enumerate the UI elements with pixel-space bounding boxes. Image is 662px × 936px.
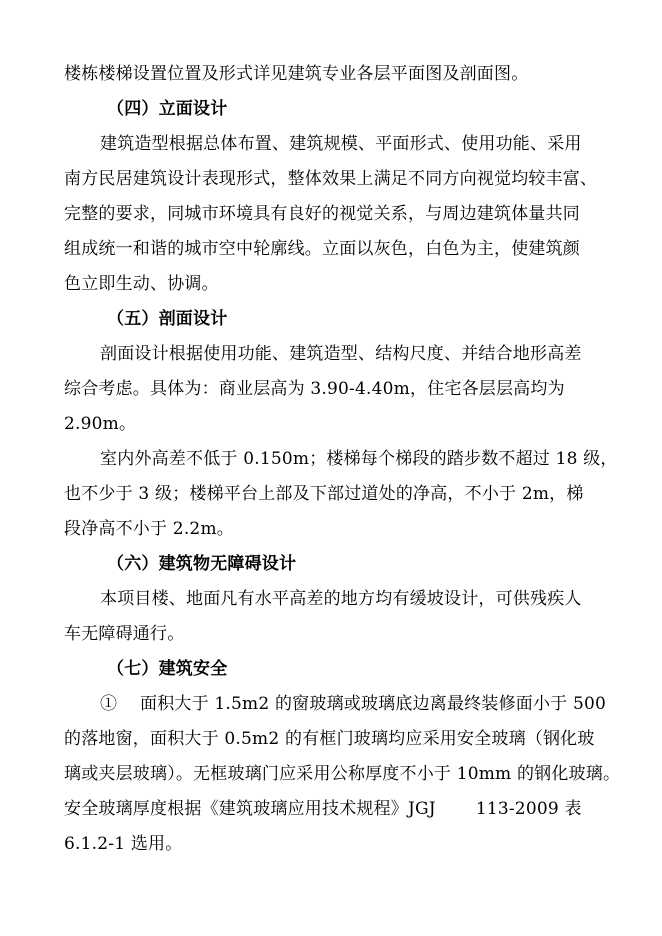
paragraph-line: 车无障碍通行。 [64, 624, 185, 644]
section-heading-accessibility: （六）建筑物无障碍设计 [107, 554, 297, 574]
paragraph-line: 建筑造型根据总体布置、建筑规模、平面形式、使用功能、采用 [100, 134, 582, 154]
paragraph-line: 剖面设计根据使用功能、建筑造型、结构尺度、并结合地形高差 [100, 344, 582, 364]
paragraph-line: 楼栋楼梯设置位置及形式详见建筑专业各层平面图及剖面图。 [64, 64, 529, 84]
paragraph-line: 室内外高差不低于 0.150m；楼梯每个梯段的踏步数不超过 18 级， [100, 449, 618, 469]
paragraph-line: 6.1.2-1 选用。 [64, 834, 183, 854]
section-heading-elevation: （四）立面设计 [107, 99, 228, 119]
paragraph-line: 的落地窗，面积大于 0.5m2 的有框门玻璃均应采用安全玻璃（钢化玻 [64, 729, 595, 749]
paragraph-line: ① 面积大于 1.5m2 的窗玻璃或玻璃底边离最终装修面小于 500 [100, 694, 607, 714]
paragraph-line: 色立即生动、协调。 [64, 274, 219, 294]
paragraph-line: 综合考虑。具体为：商业层高为 3.90-4.40m，住宅各层层高均为 [64, 379, 565, 399]
paragraph-line: 组成统一和谐的城市空中轮廓线。立面以灰色，白色为主，使建筑颜 [64, 239, 580, 259]
paragraph-line: 南方民居建筑设计表现形式，整体效果上满足不同方向视觉均较丰富、 [64, 169, 598, 189]
section-heading-safety: （七）建筑安全 [107, 659, 228, 679]
paragraph-line: 璃或夹层玻璃）。无框玻璃门应采用公称厚度不小于 10mm 的钢化玻璃。 [64, 764, 621, 784]
paragraph-line: 2.90m。 [64, 414, 137, 434]
section-heading-section-design: （五）剖面设计 [107, 309, 228, 329]
paragraph-line: 段净高不小于 2.2m。 [64, 519, 234, 539]
paragraph-line: 本项目楼、地面凡有水平高差的地方均有缓坡设计，可供残疾人 [100, 589, 582, 609]
paragraph-line: 也不少于 3 级；楼梯平台上部及下部过道处的净高，不小于 2m，梯 [64, 484, 584, 504]
paragraph-line: 完整的要求，同城市环境具有良好的视觉关系，与周边建筑体量共同 [64, 204, 580, 224]
paragraph-line: 安全玻璃厚度根据《建筑玻璃应用技术规程》JGJ 113-2009 表 [64, 799, 582, 819]
